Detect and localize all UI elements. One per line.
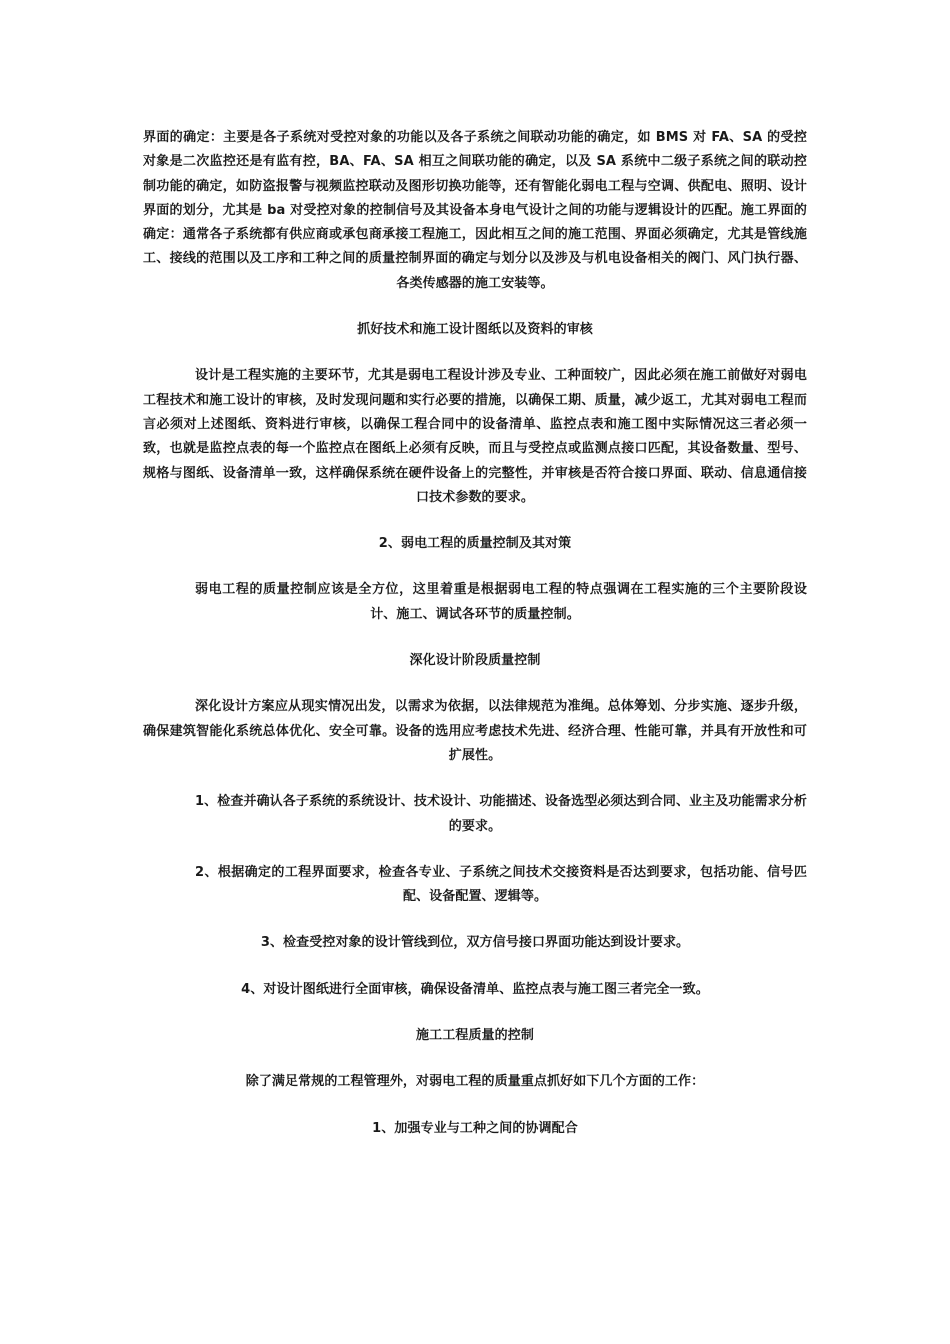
paragraph-deep-design: 深化设计方案应从现实情况出发，以需求为依据，以法律规范为准绳。总体筹划、分步实施、逐步升级，确保建筑智能化系统总体优化、安全可靠。设备的选用应考虑技术先进、经济合理、性能可靠，并具有开放性和可扩展性。 [143,699,807,763]
heading-deep-design-stage: 深化设计阶段质量控制 [409,653,541,669]
heading-construction-quality: 施工工程质量的控制 [416,1028,534,1044]
paragraph-design-review: 设计是工程实施的主要环节，尤其是弱电工程设计涉及专业、工种面较广，因此必须在施工前做好对弱电工程技术和施工设计的审核，及时发现问题和实行必要的措施，以确保工期、质量，减少返工，尤其对弱电工程而言必须对上述图纸、资料进行审核，以确保工程合同中的设备清单、监控点表和施工图中实际情况这三者必须一致，也就是监控点表的每一个监控点在图纸上必须有反映，而且与受控点或监测点接口匹配，其设备数量、型号、规格与图纸、设备清单一致，这样确保系统在硬件设备上的完整性，并审核是否符合接口界面、联动、信息通信接口技术参数的要求。 [143,368,807,505]
paragraph-construction-intro: 除了满足常规的工程管理外，对弱电工程的质量重点抓好如下几个方面的工作： [245,1074,705,1090]
list-item-coordination: 1、加强专业与工种之间的协调配合 [372,1120,578,1136]
list-item-check-4: 4、对设计图纸进行全面审核，确保设备清单、监控点表与施工图三者完全一致。 [241,981,709,997]
list-item-check-2: 2、根据确定的工程界面要求，检查各专业、子系统之间技术交接资料是否达到要求，包括功能、信号匹配、设备配置、逻辑等。 [195,864,807,905]
document-page [143,126,807,1141]
paragraph-interface-definition: 界面的确定：主要是各子系统对受控对象的功能以及各子系统之间联动功能的确定，如 BMS 对 FA、SA 的受控对象是二次监控还是有监有控，BA、FA、SA 相互之间联功能的确定，以及 SA 系统中二级子系统之间的联动控制功能的确定，如防盗报警与视频监控联动及图形切换功能等，还有智能化弱电工程与空调、供配电、照明、设计界面的划分，尤其是 ba 对受控对象的控制信号及其设备本身电气设计之间的功能与逻辑设计的匹配。施工界面的确定：通常各子系统都有供应商或承包商承接工程施工，因此相互之间的施工范围、界面必须确定，尤其是管线施工、接线的范围以及工序和工种之间的质量控制界面的确定与划分以及涉及与机电设备相关的阀门、风门执行器、各类传感器的施工安装等。 [143,130,807,291]
list-item-check-3: 3、检查受控对象的设计管线到位，双方信号接口界面功能达到设计要求。 [260,935,690,951]
heading-quality-control: 2、弱电工程的质量控制及其对策 [378,536,572,552]
list-item-check-1: 1、检查并确认各子系统的系统设计、技术设计、功能描述、设备选型必须达到合同、业主及功能需求分析的要求。 [195,794,807,834]
heading-design-review: 抓好技术和施工设计图纸以及资料的审核 [357,322,593,338]
paragraph-quality-control: 弱电工程的质量控制应该是全方位，这里着重是根据弱电工程的特点强调在工程实施的三个主要阶段设计、施工、调试各环节的质量控制。 [195,582,807,622]
